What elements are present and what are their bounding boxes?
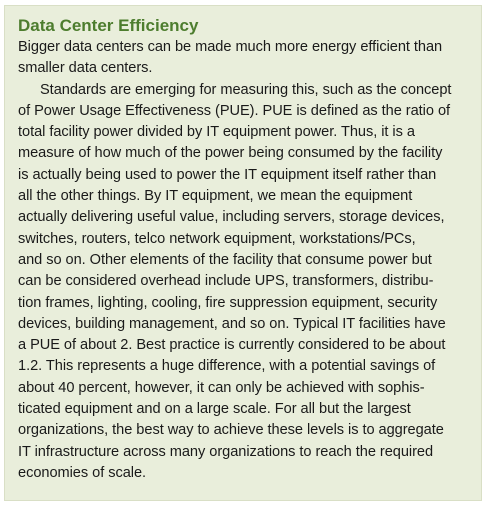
- text-line: actually delivering useful value, including servers, storage devices,: [18, 209, 445, 226]
- text-line: about 40 percent, however, it can only be achieved with sophis-: [18, 379, 425, 396]
- text-line: total facility power divided by IT equipment power. Thus, it is a: [18, 124, 415, 141]
- text-line: measure of how much of the power being consumed by the facility: [18, 145, 443, 162]
- text-line: of Power Usage Effectiveness (PUE). PUE is defined as the ratio of: [18, 102, 451, 119]
- text-line: IT infrastructure across many organizations to reach the required: [18, 443, 434, 460]
- text-line: Bigger data centers can be made much more energy efficient than: [18, 39, 443, 55]
- data-center-efficiency-sidebar: [4, 5, 482, 501]
- text-line: all the other things. By IT equipment, we mean the equipment: [18, 188, 413, 205]
- text-line: ticated equipment and on a large scale. For all but the largest: [18, 401, 411, 418]
- text-line: switches, routers, telco network equipment, workstations/PCs,: [18, 230, 416, 247]
- text-line: can be considered overhead include UPS, transformers, distribu-: [18, 273, 434, 290]
- text-line: is actually being used to power the IT equipment itself rather than: [18, 166, 437, 183]
- text-line: and so on. Other elements of the facility that consume power but: [18, 251, 432, 268]
- pue-paragraph: [18, 80, 469, 485]
- text-line: organizations, the best way to achieve these levels is to aggregate: [18, 422, 444, 439]
- text-line: smaller data centers.: [18, 60, 153, 77]
- text-line: economies of scale.: [18, 464, 147, 481]
- sidebar-title: Data Center Efficiency: [18, 16, 199, 35]
- text-line: tion frames, lighting, cooling, fire suppression equipment, security: [18, 294, 438, 311]
- intro-paragraph: [18, 37, 469, 80]
- text-line: a PUE of about 2. Best practice is currently considered to be about: [18, 337, 446, 354]
- text-line: devices, building management, and so on. Typical IT facilities have: [18, 315, 446, 332]
- text-line: 1.2. This represents a huge difference, with a potential savings of: [18, 358, 436, 375]
- text-line: Standards are emerging for measuring this, such as the concept: [40, 81, 452, 98]
